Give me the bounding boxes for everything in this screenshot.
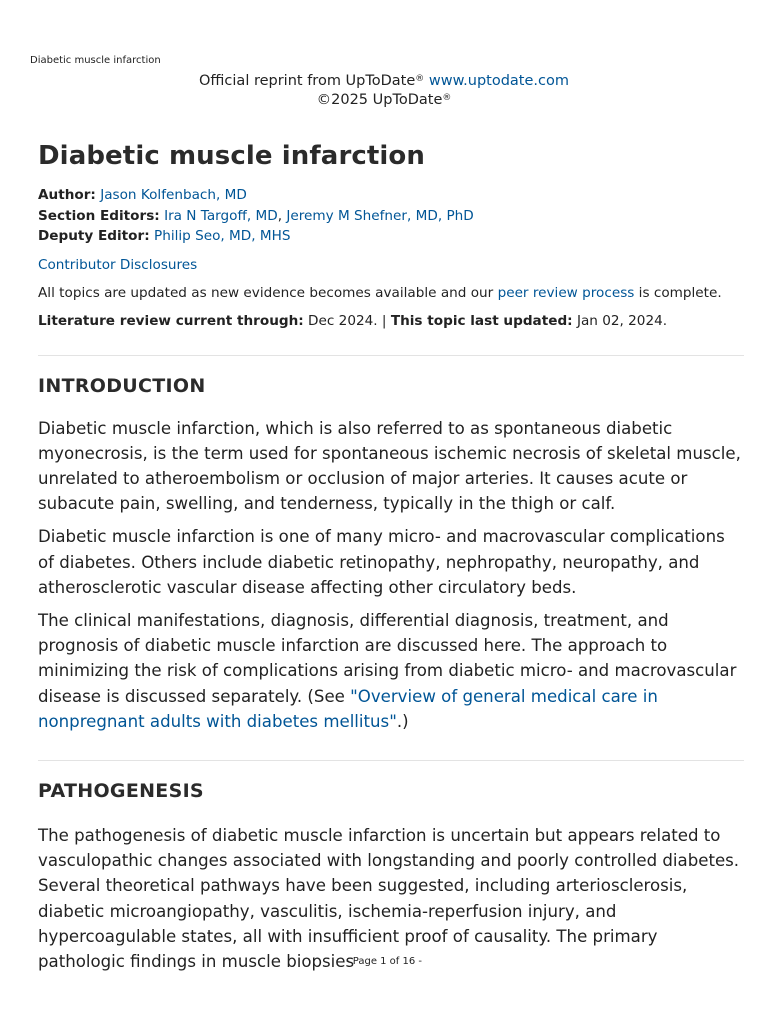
pathogenesis-paragraph: The pathogenesis of diabetic muscle infarction is uncertain but appears related to vasculopathic changes associated with longstanding and poorly controlled diabetes. Several theoretical pathways have been suggested, including arteriosclerosis, diabetic microangiopathy, vasculitis, ischemia-reperfusion injury, and hypercoagulable states, all with insufficient proof of causality. The primary pathologic findings in muscle biopsies	[38, 825, 740, 971]
contributor-disclosures	[38, 255, 744, 275]
contributor-disclosures-link[interactable]: Contributor Disclosures	[38, 256, 198, 273]
author-label: Author:	[38, 187, 96, 203]
last-updated-label: This topic last updated:	[390, 312, 573, 329]
reprint-line	[0, 72, 768, 91]
document-header-title: Diabetic muscle infarction	[30, 55, 161, 66]
review-dates	[38, 311, 744, 331]
overview-diabetes-care-link[interactable]: "Overview of general medical care in nonpregnant adults with diabetes mellitus"	[38, 686, 658, 731]
section-divider	[38, 355, 744, 356]
reprint-prefix: Official reprint from UpToDate	[199, 73, 416, 89]
section-editor-link[interactable]: Ira N Targoff, MD	[164, 207, 278, 224]
page-number: - Page 1 of 16 -	[345, 956, 423, 967]
lit-review-label: Literature review current through:	[38, 312, 304, 329]
section-editors-label: Section Editors:	[38, 207, 160, 224]
update-note-suffix: is complete.	[634, 284, 722, 301]
section-heading-pathogenesis: PATHOGENESIS	[38, 779, 204, 802]
section-editors-row	[38, 206, 744, 227]
registered-mark: ®	[415, 74, 425, 84]
introduction-paragraph: Diabetic muscle infarction is one of many micro- and macrovascular complications of diabetes. Others include diabetic retinopathy, nephropathy, neuropathy, and atherosclerotic vascular disease affecting other circulatory beds.	[38, 527, 725, 597]
author-link[interactable]: Jason Kolfenbach, MD	[100, 187, 247, 203]
deputy-editor-row	[38, 226, 744, 247]
introduction-paragraph	[38, 608, 744, 734]
article-title: Diabetic muscle infarction	[38, 141, 426, 171]
deputy-editor-label: Deputy Editor:	[38, 228, 150, 244]
paragraph-text: The clinical manifestations, diagnosis, differential diagnosis, treatment, and prognosis of diabetic muscle infarction are discussed here. The approach to minimizing the risk of complications arising from diabetic micro- and macrovascular disease is discussed separately. (See	[38, 610, 737, 706]
deputy-editor-link[interactable]: Philip Seo, MD, MHS	[154, 228, 291, 244]
last-updated-date: Jan 02, 2024.	[572, 312, 668, 329]
section-divider	[38, 760, 744, 761]
reprint-notice	[0, 72, 768, 110]
copyright-text: ©2025 UpToDate	[316, 92, 443, 108]
introduction-paragraph: Diabetic muscle infarction, which is also referred to as spontaneous diabetic myonecrosis, is the term used for spontaneous ischemic necrosis of skeletal muscle, unrelated to atheroembolism or occlusion of major arteries. It causes acute or subacute pain, swelling, and tenderness, typically in the thigh or calf.	[38, 418, 741, 514]
update-note-prefix: All topics are updated as new evidence becomes available and our	[38, 284, 498, 301]
author-block	[38, 185, 744, 247]
paragraph-end: .)	[396, 711, 409, 731]
registered-mark: ®	[442, 93, 452, 103]
copyright-line	[0, 91, 768, 110]
lit-review-date: Dec 2024. |	[303, 312, 391, 329]
update-note	[38, 283, 744, 303]
author-row	[38, 185, 744, 206]
editor-separator: ,	[277, 207, 283, 224]
section-editor-link[interactable]: Jeremy M Shefner, MD, PhD	[286, 207, 474, 224]
section-heading-introduction: INTRODUCTION	[38, 374, 206, 397]
uptodate-url-link[interactable]: www.uptodate.com	[428, 73, 569, 89]
article-content	[38, 138, 744, 974]
peer-review-link[interactable]: peer review process	[497, 284, 635, 301]
